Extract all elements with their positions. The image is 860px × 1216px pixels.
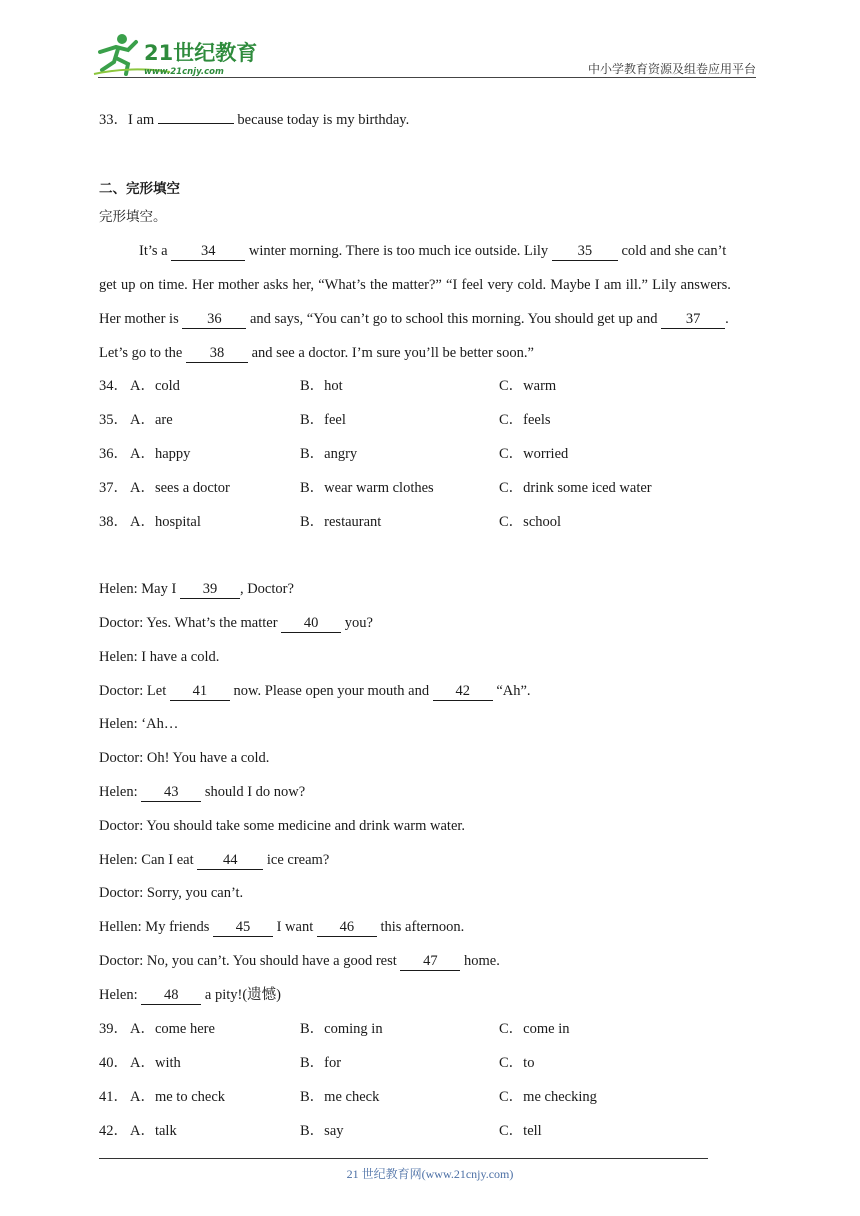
blank-34[interactable]: 34 [171,243,245,261]
logo-url: www.21cnjy.com [144,67,224,77]
question-33 [99,106,409,130]
blank-42[interactable]: 42 [433,683,493,701]
option-a[interactable]: A．sees a doctor [130,480,230,496]
dialogue-line: Helen: May I 39 , Doctor? [99,581,294,597]
option-row: 40． A．with B．for C．to [99,1055,535,1071]
header-divider [98,77,756,78]
dialogue-line: Doctor: You should take some medicine and drink warm water. [99,818,466,834]
platform-name: 中小学教育资源及组卷应用平台 [587,62,756,76]
option-b[interactable]: B．feel [300,412,346,428]
blank-48[interactable]: 48 [141,987,201,1005]
option-c[interactable]: C．come in [499,1021,570,1037]
option-c[interactable]: C．feels [499,412,551,428]
option-b[interactable]: B．say [300,1123,344,1139]
option-row: 34． A．cold B．hot C．warm [99,378,557,394]
option-a[interactable]: A．hospital [130,514,201,530]
option-b[interactable]: B．hot [300,378,343,394]
option-row: 42． A．talk B．say C．tell [99,1123,542,1139]
blank-47[interactable]: 47 [400,953,460,971]
blank-37[interactable]: 37 [661,311,725,329]
option-c[interactable]: C．warm [499,378,557,394]
question-text: I am [128,112,155,128]
section-subtitle: 完形填空。 [99,209,167,225]
option-b[interactable]: B．for [300,1055,342,1071]
option-a[interactable]: A．come here [130,1021,215,1037]
dialogue-line: Helen: 43 should I do now? [99,784,306,800]
dialogue-line: Doctor: Yes. What’s the matter 40 you? [99,615,373,631]
blank-39[interactable]: 39 [180,581,240,599]
dialogue-line: Helen: ‘Ah… [99,716,179,732]
question-number: 33． [99,112,128,128]
option-a[interactable]: A．me to check [130,1089,226,1105]
blank-35[interactable]: 35 [552,243,618,261]
option-b[interactable]: B．wear warm clothes [300,480,434,496]
passage-line: Let’s go to the 38 and see a doctor. I’m sure you’ll be better soon.” [99,345,534,361]
option-c[interactable]: C．tell [499,1123,542,1139]
question-text: because today is my birthday. [237,112,410,128]
option-b[interactable]: B．angry [300,446,358,462]
dialogue-line: Helen: I have a cold. [99,649,220,665]
section-title: 二、完形填空 [99,181,180,197]
dialogue-line: Hellen: My friends 45 I want 46 this afternoon. [99,919,465,935]
option-b[interactable]: B．coming in [300,1021,383,1037]
option-c[interactable]: C．drink some iced water [499,480,652,496]
option-a[interactable]: A．with [130,1055,181,1071]
option-c[interactable]: C．school [499,514,562,530]
option-a[interactable]: A．cold [130,378,180,394]
dialogue-line: Doctor: Oh! You have a cold. [99,750,270,766]
blank-40[interactable]: 40 [281,615,341,633]
blank-43[interactable]: 43 [141,784,201,802]
option-b[interactable]: B．restaurant [300,514,382,530]
page-header [0,0,860,80]
option-c[interactable]: C．worried [499,446,569,462]
passage-line: get up on time. Her mother asks her, “What’s the matter?” “I feel very cold. Maybe I am ill.” Lily answers. [99,277,731,293]
dialogue-line: Helen: 48 a pity!(遗憾) [99,987,282,1003]
blank-38[interactable]: 38 [186,345,248,363]
option-a[interactable]: A．happy [130,446,191,462]
option-a[interactable]: A．talk [130,1123,177,1139]
footer-divider [99,1158,708,1159]
blank-36[interactable]: 36 [182,311,246,329]
blank-41[interactable]: 41 [170,683,230,701]
option-c[interactable]: C．to [499,1055,535,1071]
blank-45[interactable]: 45 [213,919,273,937]
dialogue-line: Doctor: Sorry, you can’t. [99,885,244,901]
dialogue-line: Helen: Can I eat 44 ice cream? [99,852,330,868]
blank-44[interactable]: 44 [197,852,263,870]
option-c[interactable]: C．me checking [499,1089,597,1105]
dialogue-line: Doctor: No, you can’t. You should have a good rest 47 home. [99,953,500,969]
option-row: 38． A．hospital B．restaurant C．school [99,514,562,530]
option-a[interactable]: A．are [130,412,173,428]
answer-blank[interactable] [158,106,234,124]
option-row: 35． A．are B．feel C．feels [99,412,551,428]
option-row: 39． A．come here B．coming in C．come in [99,1021,570,1037]
blank-46[interactable]: 46 [317,919,377,937]
dialogue-line: Doctor: Let 41 now. Please open your mouth and 42 “Ah”. [99,683,531,699]
runner-logo-icon [92,30,262,80]
passage-line: Her mother is 36 and says, “You can’t go to school this morning. You should get up and 37 . [99,311,729,327]
option-row: 41． A．me to check B．me check C．me checking [99,1089,597,1105]
passage-line: It’s a 34 winter morning. There is too much ice outside. Lily 35 cold and she can’t [139,243,727,259]
logo-text: 21世纪教育 [144,41,258,65]
logo [92,30,262,80]
option-row: 36． A．happy B．angry C．worried [99,446,569,462]
option-b[interactable]: B．me check [300,1089,380,1105]
option-row: 37． A．sees a doctor B．wear warm clothes C．drink some iced water [99,480,652,496]
footer-text: 21 世纪教育网(www.21cnjy.com) [346,1167,514,1181]
